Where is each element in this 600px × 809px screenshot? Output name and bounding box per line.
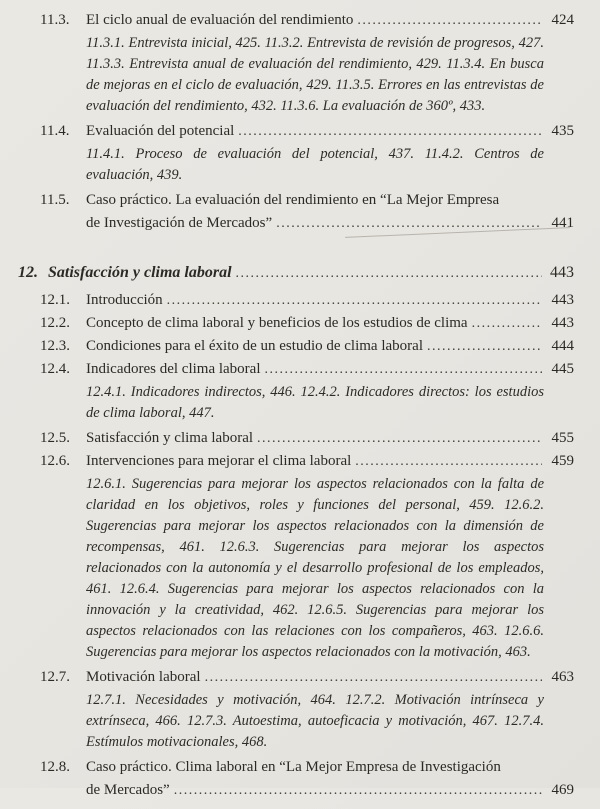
dot-leader bbox=[472, 313, 542, 334]
dot-leader bbox=[355, 451, 542, 472]
entry-title: Caso práctico. La evaluación del rendimiento en “La Mejor Empresa bbox=[86, 192, 500, 208]
toc-section-entry bbox=[18, 451, 574, 472]
entry-page-number: 441 bbox=[551, 215, 574, 231]
dot-leader bbox=[276, 213, 542, 234]
entry-title: Satisfacción y clima laboral bbox=[48, 264, 232, 281]
entry-number: 12.4. bbox=[40, 361, 70, 377]
entry-number: 12.1. bbox=[40, 292, 70, 308]
toc-section-entry bbox=[18, 313, 574, 334]
dot-leader bbox=[174, 780, 542, 801]
dot-leader bbox=[265, 359, 542, 380]
toc-section-entry bbox=[18, 190, 574, 211]
entry-page-number: 459 bbox=[551, 453, 574, 469]
entry-page-number: 443 bbox=[551, 292, 574, 308]
entry-page-number: 443 bbox=[551, 315, 574, 331]
toc-section-entry bbox=[18, 757, 574, 778]
toc-section-entry bbox=[18, 780, 574, 801]
entry-title: Intervenciones para mejorar el clima laboral bbox=[86, 453, 352, 469]
entry-number: 12.5. bbox=[40, 430, 70, 446]
toc-section-entry bbox=[18, 428, 574, 449]
entry-number: 12.2. bbox=[40, 315, 70, 331]
toc-section-entry bbox=[18, 121, 574, 142]
entry-number: 11.3. bbox=[40, 12, 70, 28]
entry-subentries: 11.4.1. Proceso de evaluación del potencial, 437. 11.4.2. Centros de evaluación, 439. bbox=[86, 146, 544, 183]
toc-section-entry bbox=[18, 290, 574, 311]
entry-title: Evaluación del potencial bbox=[86, 123, 235, 139]
entry-number: 12.7. bbox=[40, 669, 70, 685]
toc-section-entry bbox=[18, 359, 574, 380]
dot-leader bbox=[167, 290, 542, 311]
entry-title: Introducción bbox=[86, 292, 163, 308]
entry-number: 12.6. bbox=[40, 453, 70, 469]
entry-number: 11.5. bbox=[40, 192, 70, 208]
toc-section-entry bbox=[18, 336, 574, 357]
dot-leader bbox=[427, 336, 542, 357]
entry-title: Caso práctico. Clima laboral en “La Mejor Empresa de Investigación bbox=[86, 759, 501, 775]
toc-list bbox=[18, 10, 574, 801]
entry-page-number: 443 bbox=[550, 264, 574, 281]
entry-title: El ciclo anual de evaluación del rendimiento bbox=[86, 12, 354, 28]
dot-leader bbox=[236, 262, 542, 284]
dot-leader bbox=[205, 667, 542, 688]
entry-title: Satisfacción y clima laboral bbox=[86, 430, 254, 446]
entry-page-number: 455 bbox=[551, 430, 574, 446]
entry-title: Condiciones para el éxito de un estudio de clima laboral bbox=[86, 338, 423, 354]
dot-leader bbox=[238, 121, 542, 142]
entry-number: 12.3. bbox=[40, 338, 70, 354]
entry-title: Concepto de clima laboral y beneficios de los estudios de clima bbox=[86, 315, 468, 331]
dot-leader bbox=[257, 428, 542, 449]
entry-subentries: 12.6.1. Sugerencias para mejorar los aspectos relacionados con la falta de claridad en los objetivos, roles y funciones del personal, 459. 12.6.2. Sugerencias para mejorar los aspectos relacionados con la dimensión de recompensas, 461. 12.6.3. Sugerencias para mejorar los aspectos relacionados con la autonomía y el desarrollo profesional de los empleados, 461. 12.6.4. Sugerencias para mejorar los aspectos relacionados con la innovación y la creatividad, 462. 12.6.5. Sugerencias para mejorar los aspectos relacionados con las relaciones con los compañeros, 463. 12.6.6. Sugerencias para mejorar los aspectos relacionados con la motivación, 463. bbox=[86, 476, 544, 660]
toc-section-entry bbox=[18, 10, 574, 31]
entry-page-number: 463 bbox=[551, 669, 574, 685]
entry-subentries: 12.4.1. Indicadores indirectos, 446. 12.4.2. Indicadores directos: los estudios de clima laboral, 447. bbox=[86, 384, 544, 421]
entry-title-continued: de Investigación de Mercados” bbox=[86, 215, 273, 231]
entry-title: Indicadores del clima laboral bbox=[86, 361, 261, 377]
entry-subentries: 11.3.1. Entrevista inicial, 425. 11.3.2. Entrevista de revisión de progresos, 427. 11.3.3. Entrevista anual de evaluación del rendimiento, 429. 11.3.4. En busca de mejoras en el ciclo de evaluación, 429. 11.3.5. Errores en las entrevistas de evaluación del rendimiento, 432. 11.3.6. La evaluación de 360º, 433. bbox=[86, 35, 544, 114]
entry-subentries: 12.7.1. Necesidades y motivación, 464. 12.7.2. Motivación intrínseca y extrínseca, 466. 12.7.3. Autoestima, autoeficacia y motivación, 467. 12.7.4. Estímulos motivacionales, 468. bbox=[86, 692, 544, 750]
entry-page-number: 445 bbox=[551, 361, 574, 377]
dot-leader bbox=[357, 10, 542, 31]
entry-page-number: 424 bbox=[551, 12, 574, 28]
entry-title-continued: de Mercados” bbox=[86, 782, 170, 798]
entry-page-number: 469 bbox=[551, 782, 574, 798]
entry-number: 12. bbox=[18, 264, 38, 281]
entry-title: Motivación laboral bbox=[86, 669, 201, 685]
entry-number: 12.8. bbox=[40, 759, 70, 775]
entry-page-number: 435 bbox=[551, 123, 574, 139]
entry-number: 11.4. bbox=[40, 123, 70, 139]
toc-section-entry bbox=[18, 213, 574, 234]
entry-page-number: 444 bbox=[551, 338, 574, 354]
toc-chapter-entry bbox=[18, 262, 574, 284]
toc-section-entry bbox=[18, 667, 574, 688]
